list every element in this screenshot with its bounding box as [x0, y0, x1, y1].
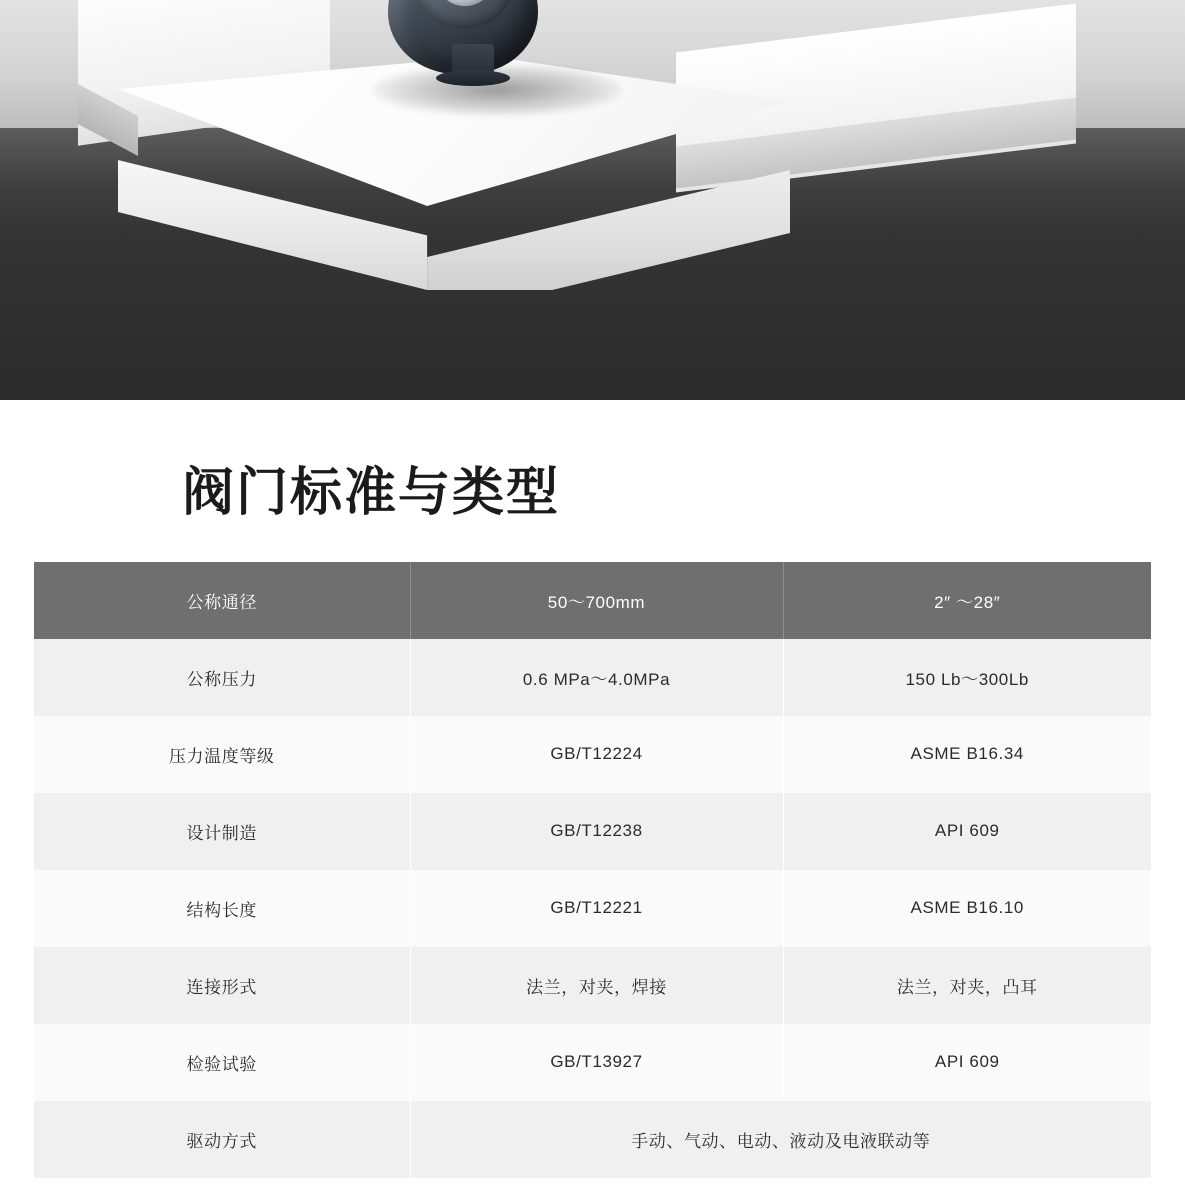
table-row [34, 1101, 1151, 1178]
valve-base [436, 70, 510, 86]
row-label: 结构长度 [34, 870, 410, 947]
row-metric-value: GB/T12221 [410, 870, 783, 947]
row-imperial-value: 150 Lb～300Lb [783, 639, 1151, 716]
table-row [34, 870, 1151, 947]
product-hero-image [0, 0, 1185, 400]
row-metric-value: 法兰，对夹，焊接 [410, 947, 783, 1024]
row-imperial-value: API 609 [783, 1024, 1151, 1101]
table-header-row [34, 562, 1151, 639]
table-row [34, 716, 1151, 793]
table-row [34, 639, 1151, 716]
row-metric-value: 0.6 MPa～4.0MPa [410, 639, 783, 716]
row-label: 驱动方式 [34, 1101, 410, 1178]
row-merged-value: 手动、气动、电动、液动及电液联动等 [410, 1101, 1151, 1178]
row-label: 检验试验 [34, 1024, 410, 1101]
row-metric-value: GB/T13927 [410, 1024, 783, 1101]
table-header-cell-1: 50～700mm [410, 562, 783, 639]
row-imperial-value: ASME B16.10 [783, 870, 1151, 947]
spec-table-container [0, 524, 1185, 1178]
table-header-cell-2: 2″ ～28″ [783, 562, 1151, 639]
table-row [34, 793, 1151, 870]
row-imperial-value: 法兰，对夹，凸耳 [783, 947, 1151, 1024]
row-imperial-value: API 609 [783, 793, 1151, 870]
row-metric-value: GB/T12238 [410, 793, 783, 870]
valve-spec-table [34, 562, 1151, 1178]
row-label: 设计制造 [34, 793, 410, 870]
row-label: 公称压力 [34, 639, 410, 716]
row-label: 连接形式 [34, 947, 410, 1024]
row-label: 压力温度等级 [34, 716, 410, 793]
row-metric-value: GB/T12224 [410, 716, 783, 793]
table-header-cell-0: 公称通径 [34, 562, 410, 639]
row-imperial-value: ASME B16.34 [783, 716, 1151, 793]
page-title: 阀门标准与类型 [182, 464, 561, 522]
table-row [34, 1024, 1151, 1101]
table-row [34, 947, 1151, 1024]
